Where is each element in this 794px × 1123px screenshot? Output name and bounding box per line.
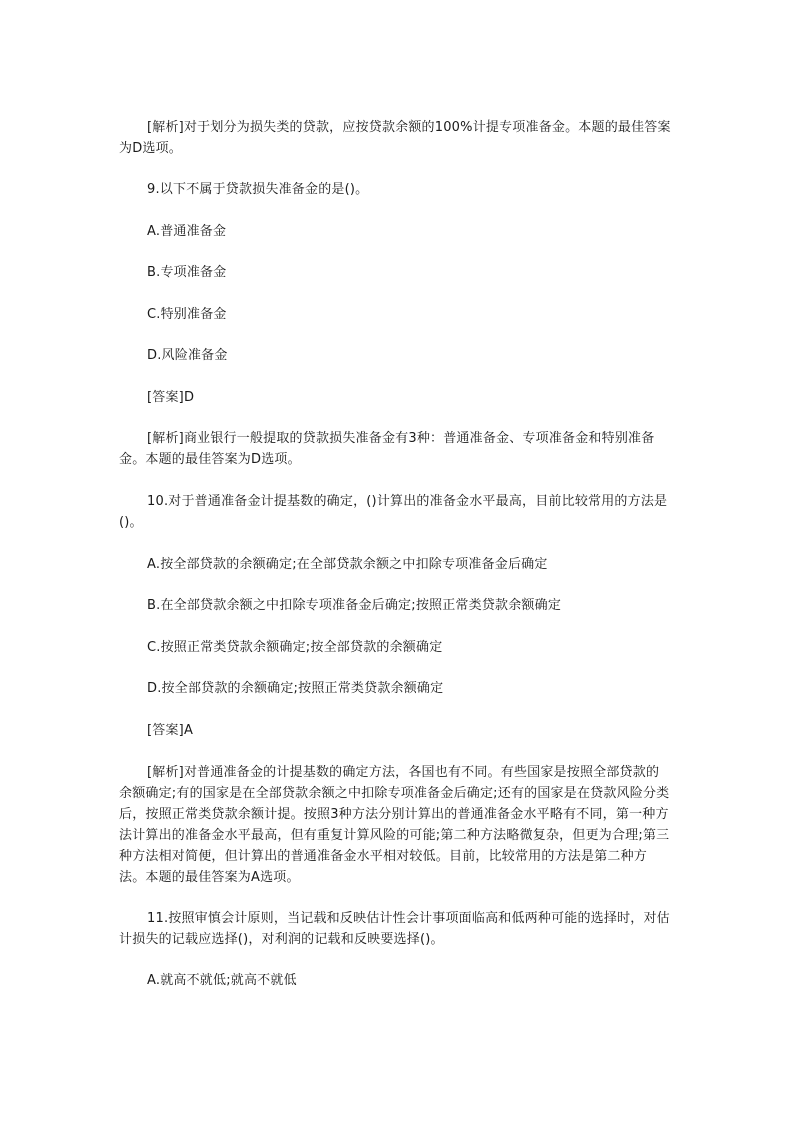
question-10-option-b: B.在全部贷款余额之中扣除专项准备金后确定;按照正常类贷款余额确定 (147, 598, 562, 613)
question-9-text: 9.以下不属于贷款损失准备金的是()。 (147, 182, 369, 197)
analysis-paragraph: [解析]对普通准备金的计提基数的确定方法，各国也有不同。有些国家是按照全部贷款的余额确定;有的国家是在全部贷款余额之中扣除专项准备金后确定;还有的国家是在贷款风险分类后，按照正常类贷款余额计提。按照3种方法分别计算出的普通准备金水平略有不同，第一种方法计算出的准备金水平最高，但有重复计算风险的可能;第二种方法略微复杂，但更为合理;第三种方法相对简便，但计算出的普通准备金水平相对较低。目前，比较常用的方法是第二种方法。本题的最佳答案为A选项。 (119, 765, 670, 885)
question-10-text: 10.对于普通准备金计提基数的确定，()计算出的准备金水平最高，目前比较常用的方法是()。 (119, 494, 668, 530)
question-10-answer: [答案]A (147, 723, 194, 738)
question-10-option-d: D.按全部贷款的余额确定;按照正常类贷款余额确定 (147, 681, 444, 696)
question-9-option-b: B.专项准备金 (147, 265, 227, 280)
question-9-answer: [答案]D (147, 390, 195, 405)
analysis-paragraph: [解析]商业银行一般提取的贷款损失准备金有3种：普通准备金、专项准备金和特别准备金。本题的最佳答案为D选项。 (119, 431, 655, 467)
question-11-text: 11.按照审慎会计原则，当记载和反映估计性会计事项面临高和低两种可能的选择时，对估计损失的记载应选择()，对利润的记载和反映要选择()。 (119, 911, 670, 947)
question-10-option-a: A.按全部贷款的余额确定;在全部贷款余额之中扣除专项准备金后确定 (147, 557, 548, 572)
question-9-option-d: D.风险准备金 (147, 348, 228, 363)
analysis-paragraph: [解析]对于划分为损失类的贷款，应按贷款余额的100%计提专项准备金。本题的最佳答案为D选项。 (119, 120, 671, 156)
question-9-option-c: C.特别准备金 (147, 307, 227, 322)
question-10-option-c: C.按照正常类贷款余额确定;按全部贷款的余额确定 (147, 640, 443, 655)
question-11-option-a: A.就高不就低;就高不就低 (147, 973, 297, 988)
question-9-option-a: A.普通准备金 (147, 224, 227, 239)
